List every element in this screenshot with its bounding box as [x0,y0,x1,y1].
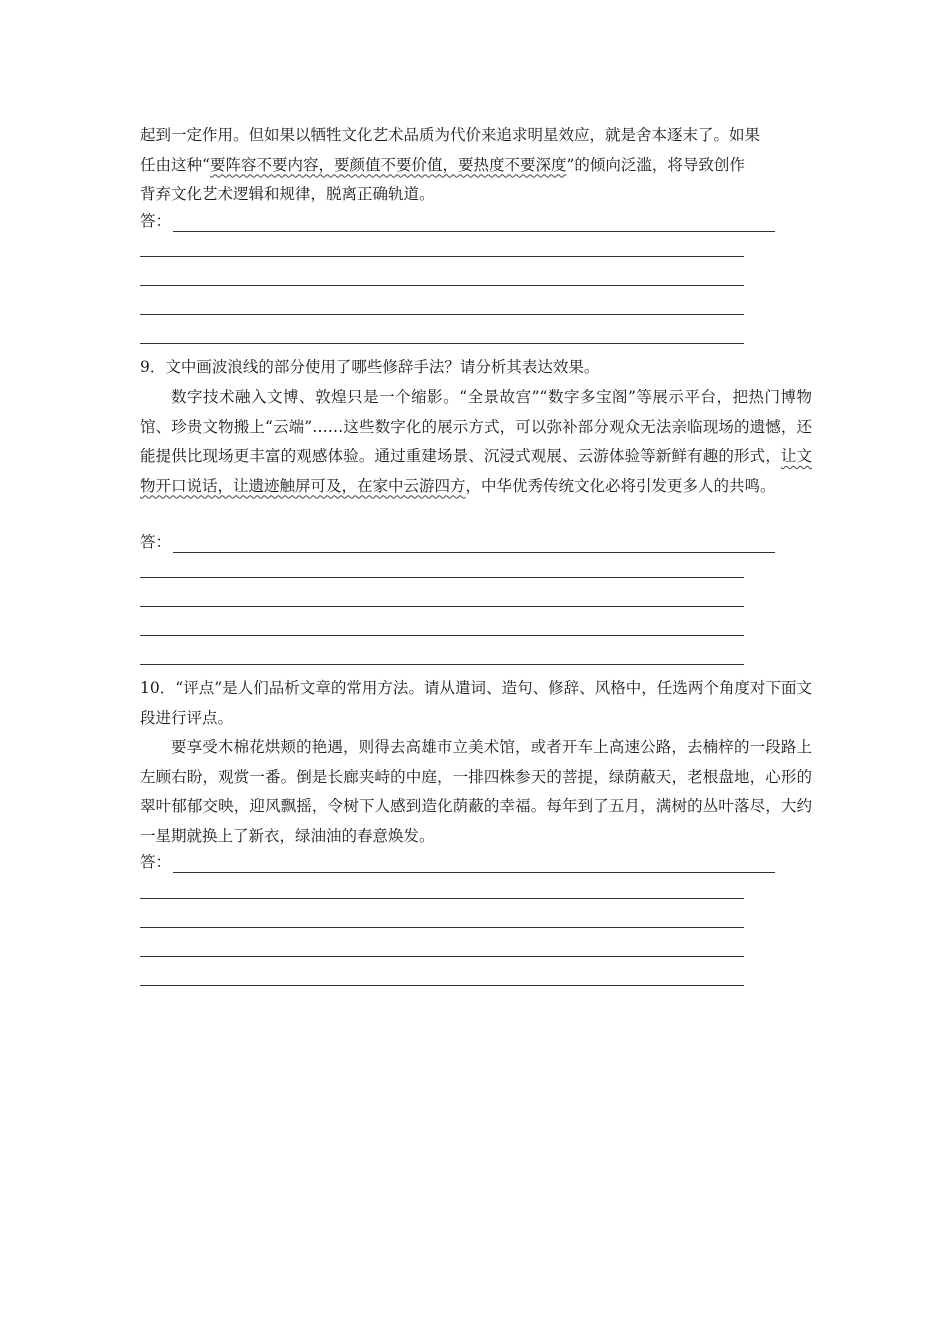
answer-line[interactable] [140,927,744,928]
answer-line[interactable] [140,606,744,607]
answer-label: 答： [140,533,172,551]
answer-line[interactable] [140,956,744,957]
intro-paragraph [140,121,812,210]
answer-label: 答： [140,853,172,871]
answer-line[interactable] [140,314,744,315]
q9-passage-part-2: ，中华优秀传统文化必将引发更多人的共鸣。 [465,476,776,495]
answer-row-1[interactable] [140,210,775,232]
answer-line[interactable] [140,343,744,344]
answer-line[interactable] [140,985,744,986]
answer-line[interactable] [140,285,744,286]
answer-line[interactable] [140,635,744,636]
intro-line-3: 背弃文化艺术逻辑和规律，脱离正确轨道。 [140,185,435,203]
intro-wavy-text: 要阵容不要内容，要颜值不要价值，要热度不要深度 [209,155,567,174]
answer-line[interactable] [140,664,744,665]
answer-row-3[interactable] [140,851,775,873]
q9-wavy-text: 让文物开口说话，让遗迹触屏可及，在家中云游四方 [140,447,812,495]
question-10-passage: 要享受木棉花烘颊的艳遇，则得去高雄市立美术馆，或者开车上高速公路，去楠梓的一段路上左顾右盼，观赏一番。倒是长廊夹峙的中庭，一排四株参天的菩提，绿荫蔽天，老根盘地，心形的翠叶郁郁交映，迎风飘摇，令树下人感到造化荫蔽的幸福。每年到了五月，满树的丛叶落尽，大约一星期就换上了新衣，绿油油的春意焕发。 [140,738,812,845]
answer-row-2[interactable] [140,531,775,553]
answer-line[interactable] [140,898,744,899]
answer-line[interactable] [173,856,775,873]
intro-line-2-post: ”的倾向泛滥，将导致创作 [566,155,745,174]
answer-line[interactable] [140,256,744,257]
question-9-title: 9．文中画波浪线的部分使用了哪些修辞手法？请分析其表达效果。 [140,358,600,376]
answer-line[interactable] [173,215,775,232]
intro-line-2-pre: 任由这种“ [140,155,210,174]
question-10-title: 10．“评点”是人们品析文章的常用方法。请从遣词、造句、修辞、风格中，任选两个角度对下面文段进行评点。 [140,679,812,727]
answer-label: 答： [140,212,172,230]
q9-passage-part-1: 数字技术融入文博、敦煌只是一个缩影。“全景故宫”“数字多宝阁”等展示平台，把热门博物馆、珍贵文物搬上“云端”……这些数字化的展示方式，可以弥补部分观众无法亲临现场的遗憾，还能提供比现场更丰富的观感体验。通过重建场景、沉浸式观展、云游体验等新鲜有趣的形式， [140,388,812,465]
answer-line[interactable] [173,536,775,553]
intro-line-1: 起到一定作用。但如果以牺牲文化艺术品质为代价来追求明星效应，就是舍本逐末了。如果 [140,126,761,144]
question-9-passage [140,383,812,501]
answer-line[interactable] [140,577,744,578]
